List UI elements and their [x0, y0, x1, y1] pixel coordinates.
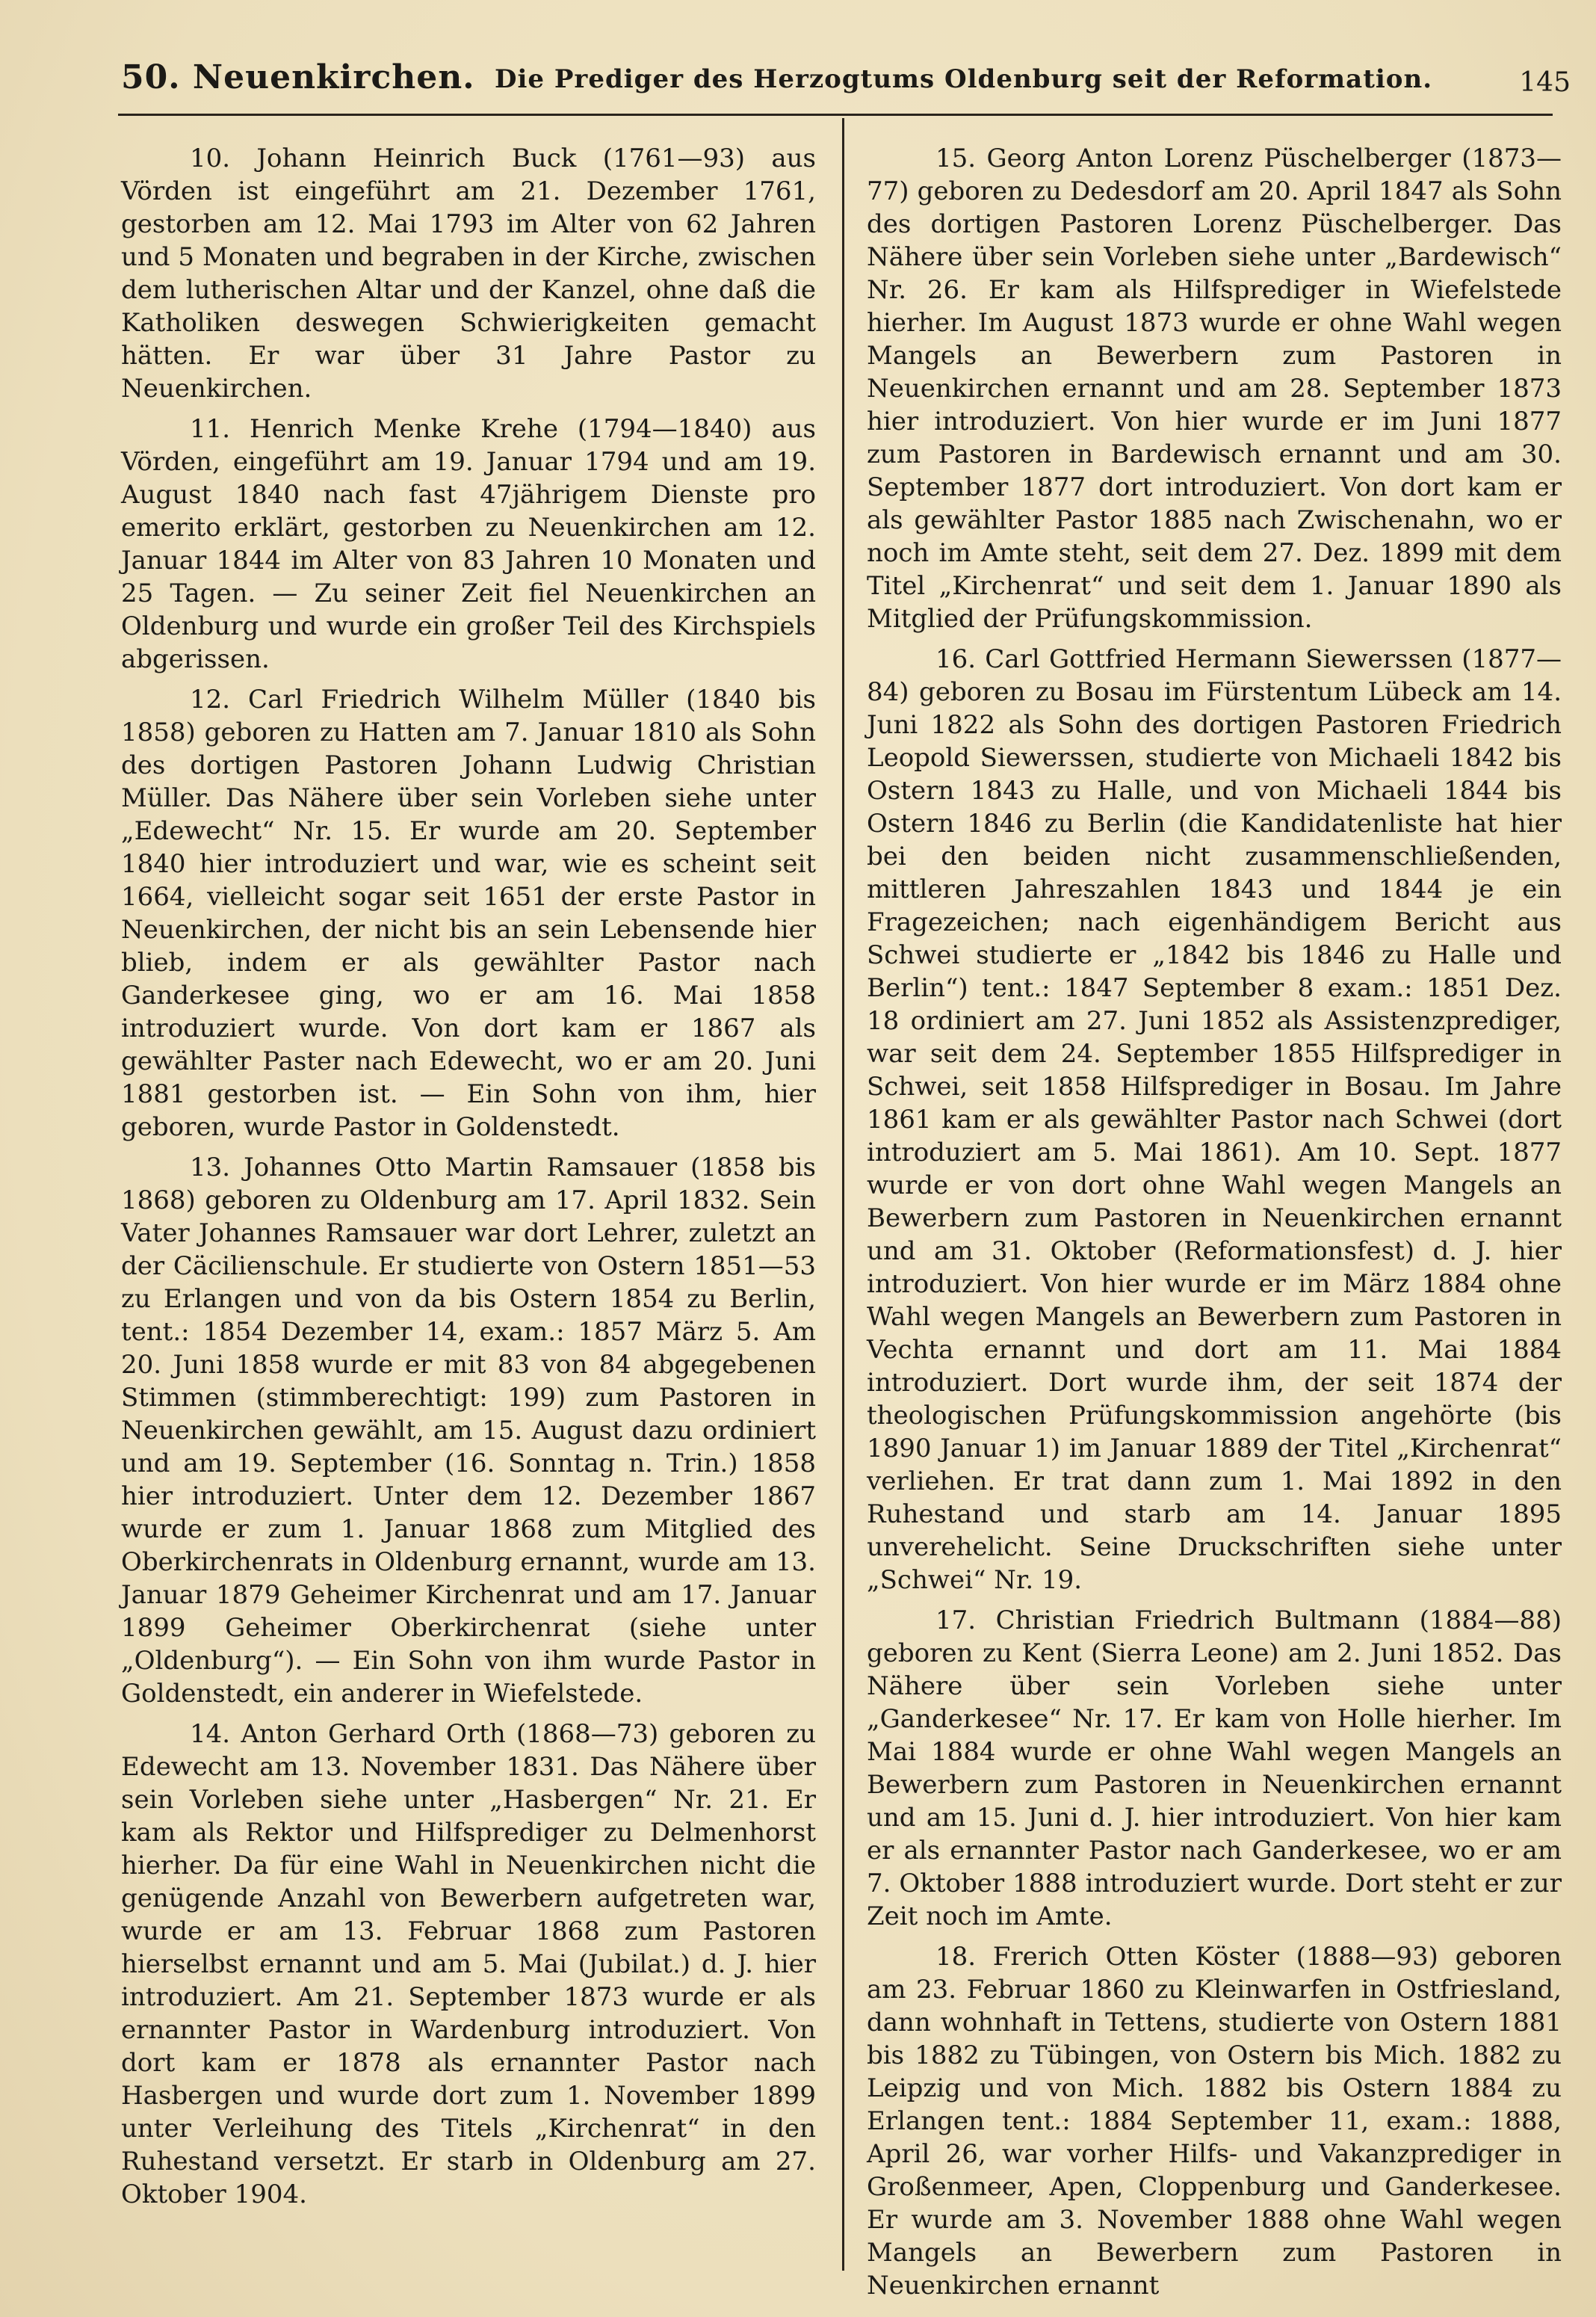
entry-17: 17. Christian Friedrich Bultmann (1884—88) geboren zu Kent (Sierra Leone) am 2. Juni 1852. Das Nähere über sein Vorleben siehe unter „Ganderkesee“ Nr. 17. Er kam von Holle hierher. Im Mai 1884 wurde er ohne Wahl wegen Mangels an Bewerbern zum Pastoren in Neuenkirchen ernannt und am 15. Juni d. J. hier introduziert. Von hier kam er als ernannter Pastor nach Ganderkesee, wo er am 7. Oktober 1888 introduziert wurde. Dort steht er zur Zeit noch im Amte. — [867, 1605, 1562, 1931]
left-column — [121, 142, 816, 2218]
entry-10: 10. Johann Heinrich Buck (1761—93) aus Vörden ist eingeführt am 21. Dezember 1761, gestorben am 12. Mai 1793 im Alter von 62 Jahren und 5 Monaten und begraben in der Kirche, zwischen dem lutherischen Altar und der Kanzel, ohne daß die Katholiken deswegen Schwierigkeiten gemacht hätten. Er war über 31 Jahre Pastor zu Neuenkirchen. — [121, 144, 816, 404]
entry-12: 12. Carl Friedrich Wilhelm Müller (1840 bis 1858) geboren zu Hatten am 7. Januar 1810 als Sohn des dortigen Pastoren Johann Ludwig Christian Müller. Das Nähere über sein Vorleben siehe unter „Edewecht“ Nr. 15. Er wurde am 20. September 1840 hier introduziert und war, wie es scheint seit 1664, vielleicht sogar seit 1651 der erste Pastor in Neuenkirchen, der nicht bis an sein Lebensende hier blieb, indem er als gewählter Pastor nach Ganderkesee ging, wo er am 16. Mai 1858 introduziert wurde. Von dort kam er 1867 als gewählter Paster nach Edewecht, wo er am 20. Juni 1881 gestorben ist. — Ein Sohn von ihm, hier geboren, wurde Pastor in Goldenstedt. — [121, 685, 816, 1142]
column-divider — [842, 118, 844, 2271]
page-header — [121, 58, 1571, 103]
running-title: Die Prediger des Herzogtums Oldenburg seit der Reformation. — [495, 64, 1433, 94]
section-heading: 50. Neuenkirchen. — [121, 58, 475, 96]
entry-15: 15. Georg Anton Lorenz Püschelberger (1873—77) geboren zu Dedesdorf am 20. April 1847 als Sohn des dortigen Pastoren Lorenz Püschelberger. Das Nähere über sein Vorleben siehe unter „Bardewisch“ Nr. 26. Er kam als Hilfsprediger in Wiefelstede hierher. Im August 1873 wurde er ohne Wahl wegen Mangels an Bewerbern zum Pastoren in Neuenkirchen ernannt und am 28. September 1873 hier introduziert. Von hier wurde er im Juni 1877 zum Pastoren in Bardewisch ernannt und am 30. September 1877 dort introduziert. Von dort kam er als gewählter Pastor 1885 nach Zwischenahn, wo er noch im Amte steht, seit dem 27. Dez. 1899 mit dem Titel „Kirchenrat“ und seit dem 1. Januar 1890 als Mitglied der Prüfungskommission. — [867, 144, 1562, 634]
right-column — [867, 142, 1562, 2310]
entry-13: 13. Johannes Otto Martin Ramsauer (1858 bis 1868) geboren zu Oldenburg am 17. April 1832. Sein Vater Johannes Ramsauer war dort Lehrer, zuletzt an der Cäcilienschule. Er studierte von Ostern 1851—53 zu Erlangen und von da bis Ostern 1854 zu Berlin, tent.: 1854 Dezember 14, exam.: 1857 März 5. Am 20. Juni 1858 wurde er mit 83 von 84 abgegebenen Stimmen (stimmberechtigt: 199) zum Pastoren in Neuenkirchen gewählt, am 15. August dazu ordiniert und am 19. September (16. Sonntag n. Trin.) 1858 hier introduziert. Unter dem 12. Dezember 1867 wurde er zum 1. Januar 1868 zum Mitglied des Oberkirchenrats in Oldenburg ernannt, wurde am 13. Januar 1879 Geheimer Kirchenrat und am 17. Januar 1899 Geheimer Oberkirchenrat (siehe unter „Oldenburg“). — Ein Sohn von ihm wurde Pastor in Goldenstedt, ein anderer in Wiefelstede. — [121, 1153, 816, 1709]
entry-18: 18. Frerich Otten Köster (1888—93) geboren am 23. Februar 1860 zu Kleinwarfen in Ostfriesland, dann wohnhaft in Tettens, studierte von Ostern 1881 bis 1882 zu Tübingen, von Ostern bis Mich. 1882 zu Leipzig und von Mich. 1882 bis Ostern 1884 zu Erlangen tent.: 1884 September 11, exam.: 1888, April 26, war vorher Hilfs- und Vakanzprediger in Großenmeer, Apen, Cloppenburg und Ganderkesee. Er wurde am 3. November 1888 ohne Wahl wegen Mangels an Bewerbern zum Pastoren in Neuenkirchen ernannt — [867, 1942, 1562, 2301]
page-number: 145 — [1519, 67, 1571, 98]
entry-16: 16. Carl Gottfried Hermann Siewerssen (1877—84) geboren zu Bosau im Fürstentum Lübeck am 14. Juni 1822 als Sohn des dortigen Pastoren Friedrich Leopold Siewerssen, studierte von Michaeli 1842 bis Ostern 1843 zu Halle, und von Michaeli 1844 bis Ostern 1846 zu Berlin (die Kandidatenliste hat hier bei den beiden nicht zusammenschließenden, mittleren Jahreszahlen 1843 und 1844 je ein Fragezeichen; nach eigenhändigem Bericht aus Schwei studierte er „1842 bis 1846 zu Halle und Berlin“) tent.: 1847 September 8 exam.: 1851 Dez. 18 ordiniert am 27. Juni 1852 als Assistenzprediger, war seit dem 24. September 1855 Hilfsprediger in Schwei, seit 1858 Hilfsprediger in Bosau. Im Jahre 1861 kam er als gewählter Pastor nach Schwei (dort introduziert am 5. Mai 1861). Am 10. Sept. 1877 wurde er von dort ohne Wahl wegen Mangels an Bewerbern zum Pastoren in Neuenkirchen ernannt und am 31. Oktober (Reformationsfest) d. J. hier introduziert. Von hier wurde er im März 1884 ohne Wahl wegen Mangels an Bewerbern zum Pastoren in Vechta ernannt und dort am 11. Mai 1884 introduziert. Dort wurde ihm, der seit 1874 der theologischen Prüfungskommission angehörte (bis 1890 Januar 1) im Januar 1889 der Titel „Kirchenrat“ verliehen. Er trat dann zum 1. Mai 1892 in den Ruhestand und starb am 14. Januar 1895 unverehelicht. Seine Druckschriften siehe unter „Schwei“ Nr. 19. — [867, 644, 1562, 1595]
header-rule — [118, 114, 1553, 116]
entry-11: 11. Henrich Menke Krehe (1794—1840) aus Vörden, eingeführt am 19. Januar 1794 und am 19. August 1840 nach fast 47jährigem Dienste pro emerito erklärt, gestorben zu Neuenkirchen am 12. Januar 1844 im Alter von 83 Jahren 10 Monaten und 25 Tagen. — Zu seiner Zeit fiel Neuenkirchen an Oldenburg und wurde ein großer Teil des Kirchspiels abgerissen. — [121, 414, 816, 674]
entry-14: 14. Anton Gerhard Orth (1868—73) geboren zu Edewecht am 13. November 1831. Das Nähere über sein Vorleben siehe unter „Hasbergen“ Nr. 21. Er kam als Rektor und Hilfsprediger zu Delmenhorst hierher. Da für eine Wahl in Neuenkirchen nicht die genügende Anzahl von Bewerbern aufgetreten war, wurde er am 13. Februar 1868 zum Pastoren hierselbst ernannt und am 5. Mai (Jubilat.) d. J. hier introduziert. Am 21. September 1873 wurde er als ernannter Pastor in Wardenburg introduziert. Von dort kam er 1878 als ernannter Pastor nach Hasbergen und wurde dort zum 1. November 1899 unter Verleihung des Titels „Kirchenrat“ in den Ruhestand versetzt. Er starb in Oldenburg am 27. Oktober 1904. — [121, 1719, 816, 2209]
